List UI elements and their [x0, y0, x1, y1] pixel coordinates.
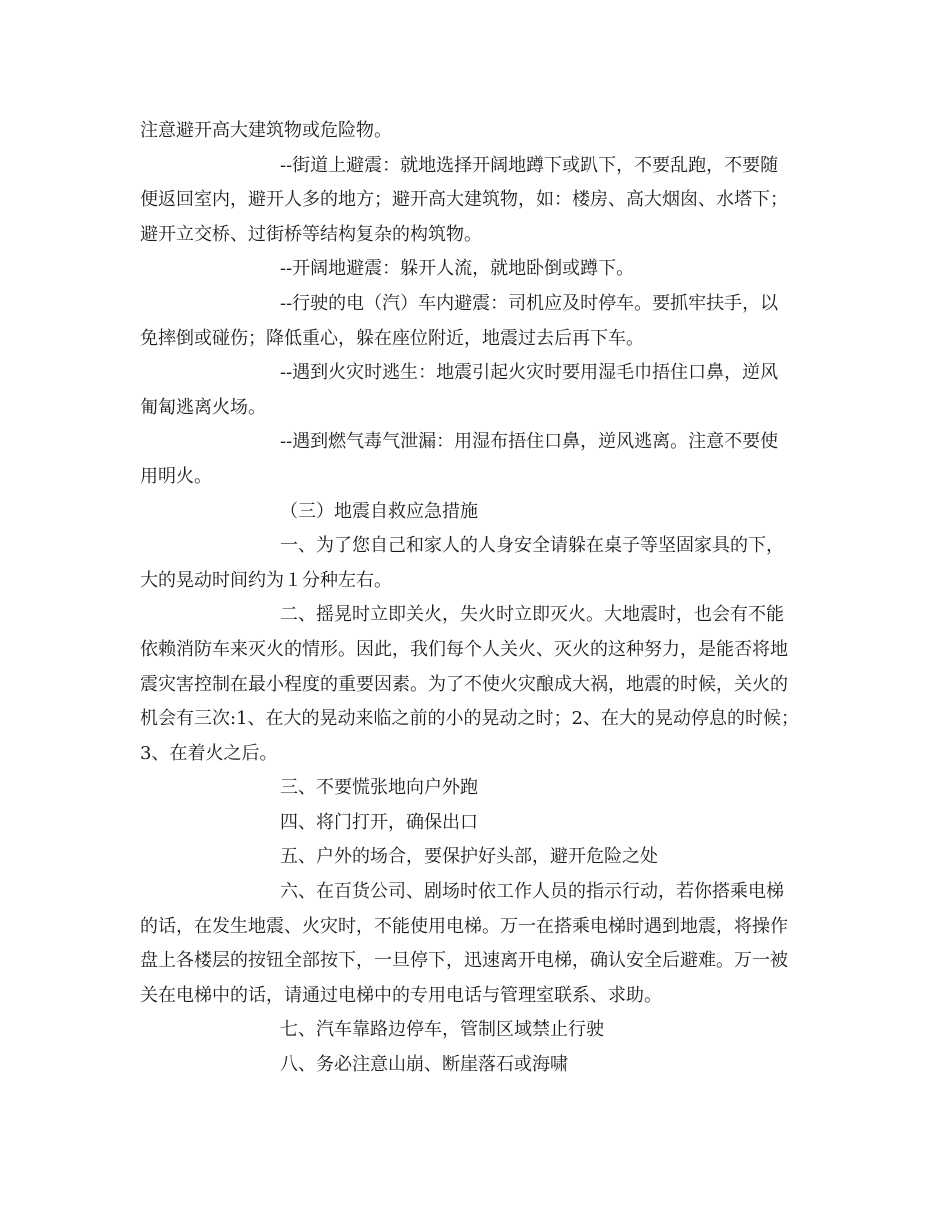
text-line: 三、不要慌张地向户外跑 — [280, 777, 478, 799]
text-line: 机会有三次:1、在大的晃动来临之前的小的晃动之时；2、在大的晃动停息的时候； — [140, 708, 799, 730]
text-line: --遇到火灾时逃生：地震引起火灾时要用湿毛巾捂住口鼻，逆风 — [280, 362, 779, 384]
text-line: --行驶的电（汽）车内避震：司机应及时停车。要抓牢扶手，以 — [280, 292, 779, 314]
text-line: 八、务必注意山崩、断崖落石或海啸 — [280, 1054, 568, 1076]
text-line: --开阔地避震：躲开人流，就地卧倒或蹲下。 — [280, 258, 635, 280]
text-line: --街道上避震：就地选择开阔地蹲下或趴下，不要乱跑，不要随 — [280, 154, 779, 176]
text-line: 关在电梯中的话，请通过电梯中的专用电话与管理室联系、求助。 — [140, 984, 662, 1006]
text-line: 匍匐逃离火场。 — [140, 396, 266, 418]
text-line: 六、在百货公司、剧场时依工作人员的指示行动，若你搭乘电梯 — [280, 881, 784, 903]
document-body — [140, 114, 820, 1083]
text-line: 3、在着火之后。 — [140, 742, 278, 764]
text-line: 注意避开高大建筑物或危险物。 — [140, 120, 392, 141]
text-line: 一、为了您自己和家人的人身安全请躲在桌子等坚固家具的下， — [280, 535, 784, 557]
text-line: 用明火。 — [140, 465, 212, 487]
text-line: --遇到燃气毒气泄漏：用湿布捂住口鼻，逆风逃离。注意不要使 — [280, 431, 779, 453]
text-line: 盘上各楼层的按钮全部按下，一旦停下，迅速离开电梯，确认安全后避难。万一被 — [140, 950, 788, 972]
text-line: 五、户外的场合，要保护好头部，避开危险之处 — [280, 846, 658, 868]
section-heading: （三）地震自救应急措施 — [280, 500, 478, 522]
text-line: 依赖消防车来灭火的情形。因此，我们每个人关火、灭火的这种努力，是能否将地 — [140, 638, 788, 660]
text-line: 的话，在发生地震、火灾时，不能使用电梯。万一在搭乘电梯时遇到地震，将操作 — [140, 915, 788, 937]
text-line: 二、摇晃时立即关火，失火时立即灭火。大地震时，也会有不能 — [280, 604, 784, 626]
text-line: 震灾害控制在最小程度的重要因素。为了不使火灾酿成大祸，地震的时候，关火的 — [140, 673, 788, 695]
text-line: 避开立交桥、过街桥等结构复杂的构筑物。 — [140, 223, 482, 245]
text-line: 便返回室内，避开人多的地方；避开高大建筑物，如：楼房、高大烟囱、水塔下； — [140, 189, 788, 211]
text-line: 七、汽车靠路边停车，管制区域禁止行驶 — [280, 1019, 604, 1041]
text-line: 四、将门打开，确保出口 — [280, 811, 478, 833]
text-line: 免摔倒或碰伤；降低重心，躲在座位附近，地震过去后再下车。 — [140, 327, 644, 349]
text-line: 大的晃动时间约为１分种左右。 — [140, 569, 392, 591]
